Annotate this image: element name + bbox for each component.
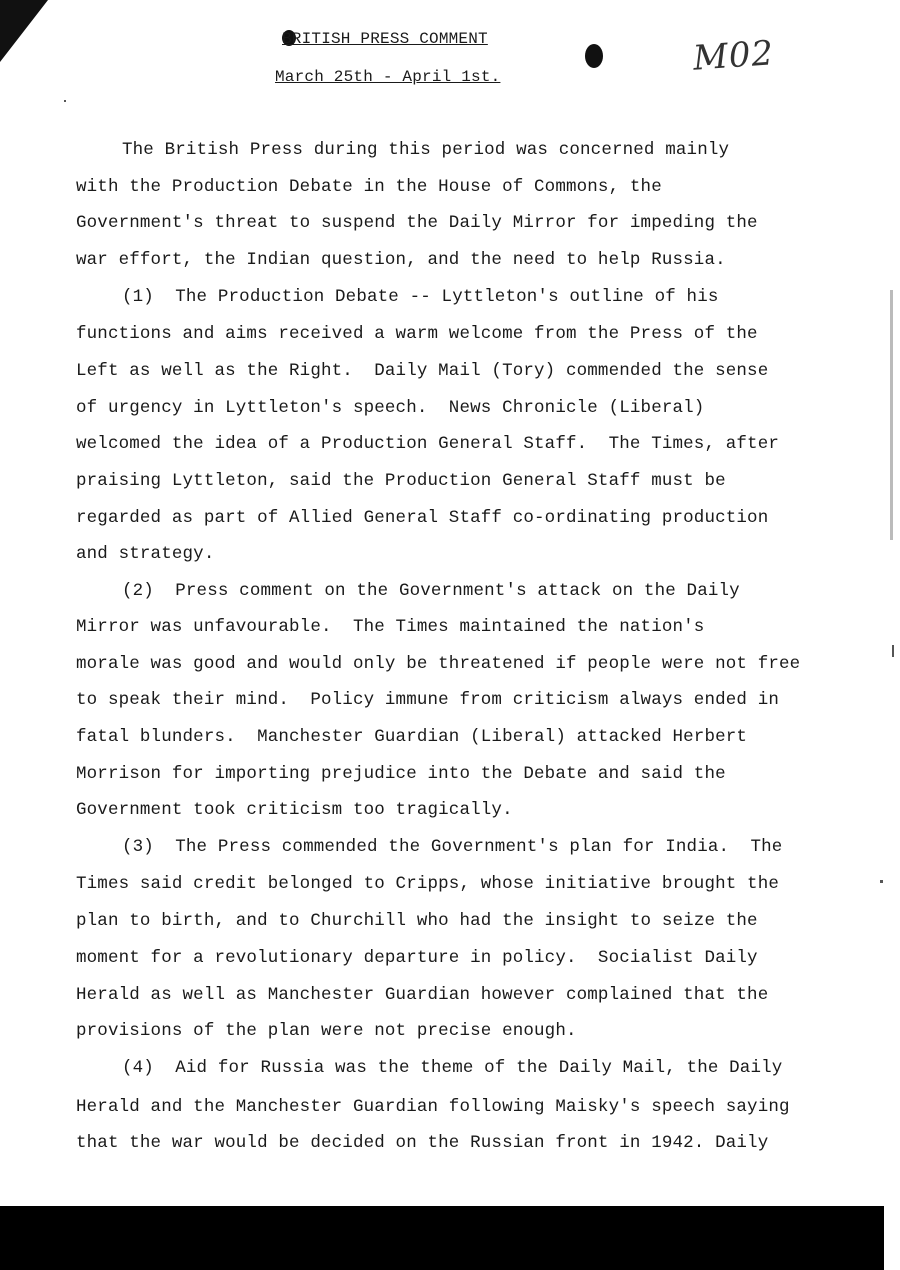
- scan-speck: [64, 100, 66, 102]
- scan-bottom-band: [0, 1206, 884, 1270]
- body-line: welcomed the idea of a Production General Staff. The Times, after: [76, 434, 780, 454]
- body-line: that the war would be decided on the Russian front in 1942. Daily: [76, 1133, 769, 1153]
- document-title: BRITISH PRESS COMMENT: [282, 30, 488, 48]
- body-line: Herald and the Manchester Guardian following Maisky's speech saying: [76, 1097, 790, 1117]
- body-line: (2) Press comment on the Government's attack on the Daily: [122, 581, 740, 601]
- body-line: Left as well as the Right. Daily Mail (Tory) commended the sense: [76, 361, 769, 381]
- body-line: Government's threat to suspend the Daily Mirror for impeding the: [76, 213, 758, 233]
- body-line: Government took criticism too tragically.: [76, 800, 513, 820]
- body-line: praising Lyttleton, said the Production General Staff must be: [76, 471, 726, 491]
- body-line: plan to birth, and to Churchill who had the insight to seize the: [76, 911, 758, 931]
- body-line: Mirror was unfavourable. The Times maintained the nation's: [76, 617, 705, 637]
- body-line: (1) The Production Debate -- Lyttleton's outline of his: [122, 287, 719, 307]
- scan-edge-noise: [890, 290, 893, 540]
- body-line: moment for a revolutionary departure in policy. Socialist Daily: [76, 948, 758, 968]
- body-line: Times said credit belonged to Cripps, whose initiative brought the: [76, 874, 780, 894]
- punch-hole-mark: [585, 44, 603, 68]
- body-line: of urgency in Lyttleton's speech. News Chronicle (Liberal): [76, 398, 705, 418]
- body-line: and strategy.: [76, 544, 215, 564]
- body-line: regarded as part of Allied General Staff co-ordinating production: [76, 508, 769, 528]
- body-line: war effort, the Indian question, and the need to help Russia.: [76, 250, 726, 270]
- body-line: (3) The Press commended the Government's plan for India. The: [122, 837, 783, 857]
- scan-speck: [880, 880, 883, 883]
- body-line: The British Press during this period was concerned mainly: [122, 140, 730, 160]
- body-line: fatal blunders. Manchester Guardian (Liberal) attacked Herbert: [76, 727, 748, 747]
- date-range: March 25th - April 1st.: [275, 68, 501, 86]
- scan-corner-mark: [0, 0, 48, 62]
- body-line: with the Production Debate in the House of Commons, the: [76, 177, 662, 197]
- body-line: morale was good and would only be threatened if people were not free: [76, 654, 801, 674]
- handwritten-annotation: M02: [691, 33, 776, 79]
- scan-speck: [892, 645, 894, 657]
- body-line: functions and aims received a warm welcome from the Press of the: [76, 324, 758, 344]
- body-line: provisions of the plan were not precise enough.: [76, 1021, 577, 1041]
- body-line: to speak their mind. Policy immune from criticism always ended in: [76, 690, 780, 710]
- body-line: (4) Aid for Russia was the theme of the Daily Mail, the Daily: [122, 1058, 783, 1078]
- body-line: Morrison for importing prejudice into the Debate and said the: [76, 764, 726, 784]
- body-line: Herald as well as Manchester Guardian however complained that the: [76, 985, 769, 1005]
